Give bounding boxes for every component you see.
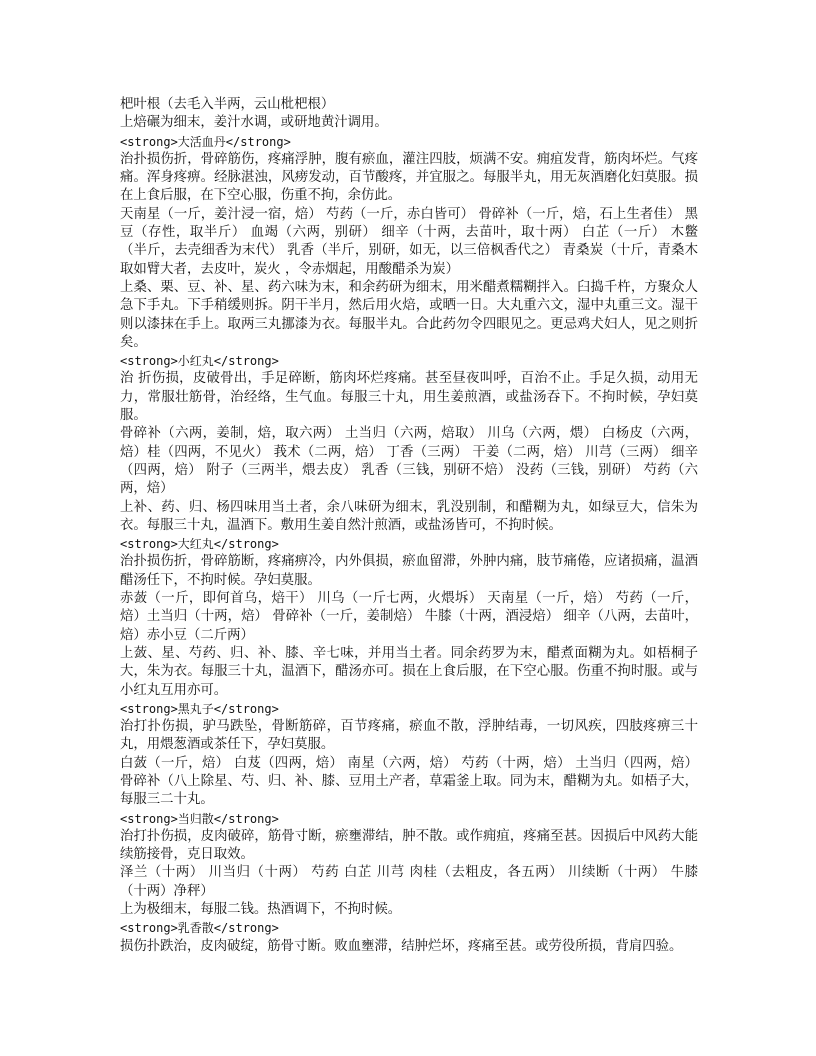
ingredient-list: 赤蔹（一斤，即何首乌，焙干） 川乌（一斤七两，火煨坼） 天南星（一斤，焙） 芍药（一斤，焙）土当归（十两，焙） 骨碎补（一斤，姜制焙） 牛膝（十两，酒浸焙） 细辛（八两，去苗叶，焙）赤小豆（二斤两） [120,591,698,643]
paragraph: 治打扑伤损，皮肉破碎，筋骨寸断，瘀壅滞结，肿不散。或作痈疽，疼痛至甚。因损后中风药大能续筋接骨，克日取效。 [120,828,698,863]
ingredient-list: 泽兰（十两） 川当归（十两） 芍药 白芷 川芎 肉桂（去粗皮，各五两） 川续断（十两） 牛膝（十两）净秤） [120,865,698,899]
section-heading: <strong>黑丸子</strong> [120,701,279,716]
paragraph: 治扑损伤折，骨碎筋断，疼痛痹冷，内外俱损，瘀血留滞，外肿内痛，肢节痛倦，应诸损痛，温酒醋汤任下，不拘时候。孕妇莫服。 [120,554,698,588]
section-heading: <strong>乳香散</strong> [120,921,279,936]
paragraph: 上桑、栗、豆、补、星、药六味为末，和余药研为细末，用米醋煮糯糊拌入。臼捣千杵，方聚众人急下手丸。下手稍缓则拆。阴干半月，然后用火焙，或晒一日。大丸重六文，湿中丸重三文。湿干则以漆抹在手上。取两三丸挪漆为衣。每服半丸。合此药勿令四眼见之。更忌鸡犬妇人，见之则折矣。 [120,279,698,350]
paragraph: 上为极细末，每服二钱。热酒调下，不拘时候。 [120,902,402,918]
ingredient-list: 天南星（一斤，姜汁浸一宿，焙） 芍药（一斤，赤白皆可） 骨碎补（一斤，焙，石上生者佳） 黑豆（存性，取半斤） 血竭（六两，别研） 细辛（十两，去苗叶，取十两） 白芷（一斤） 木鳖（半斤，去壳细香为末代） 乳香（半斤，别研，如无，以三倍枫香代之） 青桑炭（十斤，青桑木取如臂大者，去皮叶，炭火 ，令赤烟起，用酸醋杀为炭） [120,206,698,277]
section-heading: <strong>大红丸</strong> [120,537,279,552]
ingredient-list: 骨碎补（六两，姜制，焙，取六两） 土当归（六两，焙取） 川乌（六两，煨） 白杨皮（六两，焙）桂（四两，不见火） 莪术（二两，焙） 丁香（三两） 干姜（二两，焙） 川芎（三两） 细辛（四两，焙） 附子（三两半，煨去皮） 乳香（三钱，别研不焙） 没药（三钱，别研） 芍药（六两，焙） [120,426,698,497]
paragraph: 损伤扑跌治，皮肉破绽，筋骨寸断。败血壅滞，结肿烂坏，疼痛至甚。或劳役所损，背肩四验。 [120,938,683,954]
paragraph: 上蔹、星、芍药、归、补、膝、辛七味，并用当土者。同余药罗为末，醋煮面糊为丸。如梧桐子大，朱为衣。每服三十丸，温酒下，醋汤亦可。损在上食后服，在下空心服。伤重不拘时服。或与小红丸互用亦可。 [120,645,698,698]
paragraph: 上补、药、归、杨四味用当土者，余八味研为细末，乳没别制，和醋糊为丸，如绿豆大，信朱为衣。每服三十丸，温酒下。敷用生姜自然汁煎酒，或盐汤皆可，不拘时候。 [120,499,698,533]
paragraph: 治扑损伤折，骨碎筋伤，疼痛浮肿，腹有瘀血，灌注四肢，烦满不安。痈疽发背，筋肉坏烂。气疼痛。浑身疼痹。经脉湛浊，风痨发动，百节酸疼，并宜服之。每服半丸，用无灰酒磨化妇莫服。损在上食后服，在下空心服，伤重不拘，余仿此。 [120,151,698,204]
ingredient-list: 白蔹（一斤，焙） 白芨（四两，焙） 南星（六两，焙） 芍药（十两，焙） 土当归（四两，焙） 骨碎补（八上除星、芍、归、补、膝、豆用土产者，草霜釜上取。同为末，醋糊为丸。如梧子大，每服三二十丸。 [120,755,698,808]
section-heading: <strong>小红丸</strong> [120,354,279,369]
document-page [120,96,698,956]
paragraph: 治 折伤损，皮破骨出，手足碎断，筋肉坏烂疼痛。甚至昼夜叫呼，百治不止。手足久损，动用无力，常服壮筋骨，治经络，生气血。每服三十丸，用生姜煎酒，或盐汤吞下。不拘时候，孕妇莫服。 [120,371,698,424]
section-heading: <strong>大活血丹</strong> [120,134,291,149]
text-line: 上焙碾为细末，姜汁水调，或研地黄汁调用。 [120,115,388,131]
section-heading: <strong>当归散</strong> [120,811,279,826]
text-line: 杷叶根（去毛入半两，云山枇杷根） [120,97,335,112]
paragraph: 治打扑伤损，驴马跌坠，骨断筋碎，百节疼痛，瘀血不散，浮肿结毒，一切风疾，四肢疼痹三十丸，用煨葱酒或茶任下，孕妇莫服。 [120,719,698,753]
